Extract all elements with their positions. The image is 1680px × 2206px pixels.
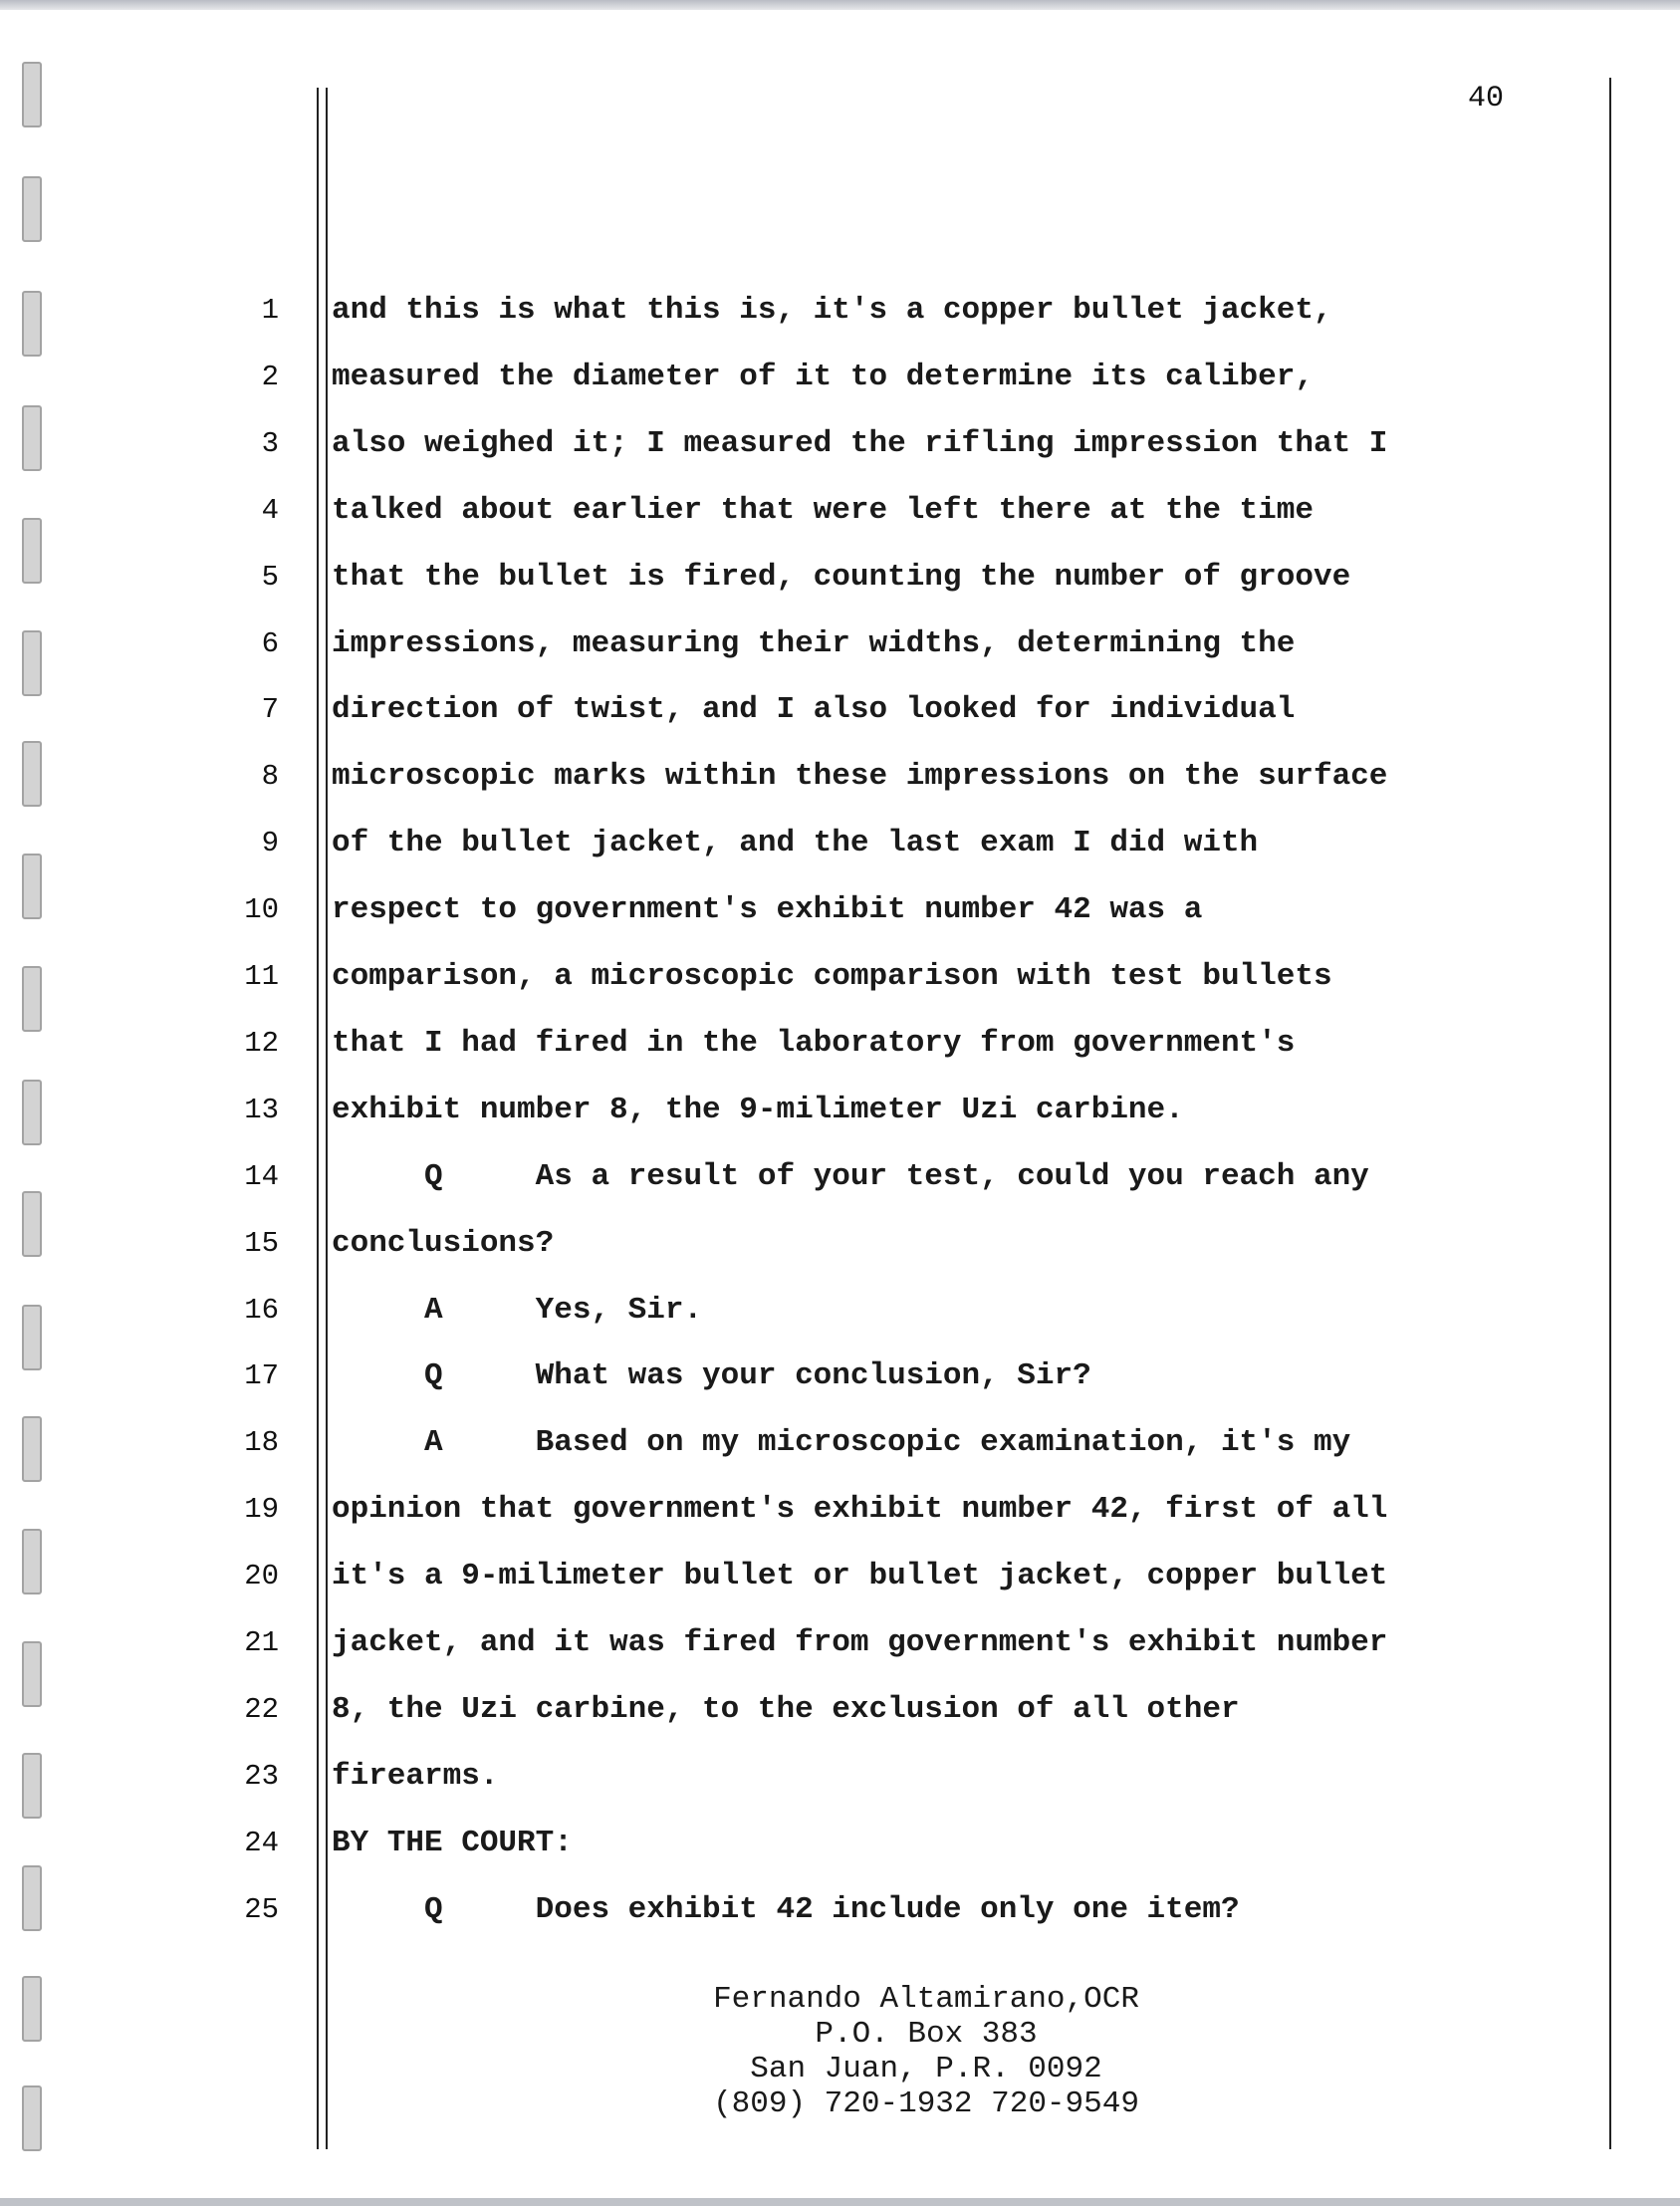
transcript-line: impressions, measuring their widths, determining the — [332, 626, 1296, 661]
line-number: 19 — [244, 1493, 279, 1526]
line-number: 4 — [261, 494, 279, 527]
line-number: 16 — [244, 1294, 279, 1327]
line-number: 21 — [244, 1626, 279, 1659]
binder-hole-icon — [22, 1305, 42, 1370]
line-number: 6 — [261, 627, 279, 660]
transcript-line: microscopic marks within these impressions on the surface — [332, 759, 1388, 794]
reporter-name: Fernando Altamirano,OCR — [713, 1982, 1139, 2017]
left-margin-rule — [326, 88, 328, 2149]
transcript-line: and this is what this is, it's a copper bullet jacket, — [332, 293, 1332, 328]
transcript-line: it's a 9-milimeter bullet or bullet jacket, copper bullet — [332, 1559, 1388, 1593]
line-number: 23 — [244, 1760, 279, 1793]
line-number: 5 — [261, 561, 279, 594]
line-number: 25 — [244, 1893, 279, 1926]
transcript-line: Q What was your conclusion, Sir? — [332, 1358, 1091, 1393]
reporter-address-line-2: San Juan, P.R. 0092 — [750, 2052, 1102, 2086]
line-number: 24 — [244, 1827, 279, 1859]
transcript-line: direction of twist, and I also looked for individual — [332, 692, 1296, 727]
transcript-line: also weighed it; I measured the rifling impression that I — [332, 426, 1388, 461]
line-number: 11 — [244, 960, 279, 993]
right-margin-rule — [1609, 78, 1611, 2149]
scan-edge-bottom — [0, 2198, 1680, 2206]
binder-hole-icon — [22, 1416, 42, 1482]
binder-hole-icon — [22, 62, 42, 127]
left-margin-rule — [317, 88, 319, 2149]
transcript-line: measured the diameter of it to determine its caliber, — [332, 360, 1314, 394]
transcript-line: A Yes, Sir. — [332, 1293, 703, 1328]
transcript-line: A Based on my microscopic examination, it's my — [332, 1425, 1351, 1460]
page-number: 40 — [1467, 82, 1504, 116]
transcript-line: conclusions? — [332, 1226, 555, 1261]
binder-hole-icon — [22, 1641, 42, 1707]
line-number: 2 — [261, 361, 279, 393]
line-number: 15 — [244, 1227, 279, 1260]
line-number: 20 — [244, 1560, 279, 1593]
binder-hole-icon — [22, 854, 42, 919]
transcript-line: respect to government's exhibit number 42 was a — [332, 892, 1203, 927]
scan-edge-top — [0, 0, 1680, 10]
transcript-line: firearms. — [332, 1759, 499, 1794]
transcript-line: exhibit number 8, the 9-milimeter Uzi carbine. — [332, 1093, 1184, 1127]
line-number: 22 — [244, 1693, 279, 1726]
line-number: 14 — [244, 1160, 279, 1193]
line-number: 10 — [244, 893, 279, 926]
reporter-footer — [578, 1982, 1275, 2121]
transcript-line: jacket, and it was fired from government's exhibit number — [332, 1625, 1388, 1660]
transcript-line: BY THE COURT: — [332, 1826, 573, 1860]
transcript-line: that the bullet is fired, counting the number of groove — [332, 560, 1351, 595]
binder-hole-icon — [22, 741, 42, 807]
binder-hole-icon — [22, 2085, 42, 2151]
binder-hole-icon — [22, 630, 42, 696]
binder-hole-icon — [22, 291, 42, 357]
transcript-line: of the bullet jacket, and the last exam I did with — [332, 826, 1259, 860]
reporter-address-line-1: P.O. Box 383 — [815, 2017, 1038, 2052]
transcript-line: comparison, a microscopic comparison with test bullets — [332, 959, 1332, 994]
binder-hole-icon — [22, 1080, 42, 1145]
transcript-line: opinion that government's exhibit number 42, first of all — [332, 1492, 1388, 1527]
line-number: 7 — [261, 693, 279, 726]
line-number: 12 — [244, 1027, 279, 1060]
line-number: 1 — [261, 294, 279, 327]
transcript-line: that I had fired in the laboratory from government's — [332, 1026, 1296, 1061]
reporter-phone: (809) 720-1932 720-9549 — [713, 2086, 1139, 2121]
line-number: 18 — [244, 1426, 279, 1459]
transcript-line: Q Does exhibit 42 include only one item? — [332, 1892, 1240, 1927]
binder-hole-icon — [22, 1753, 42, 1819]
binder-hole-icon — [22, 1529, 42, 1594]
transcript-line: 8, the Uzi carbine, to the exclusion of all other — [332, 1692, 1240, 1727]
line-number: 17 — [244, 1359, 279, 1392]
line-number: 9 — [261, 827, 279, 859]
binder-hole-icon — [22, 966, 42, 1032]
binder-hole-icon — [22, 518, 42, 584]
binder-hole-icon — [22, 1976, 42, 2042]
binder-hole-icon — [22, 1191, 42, 1257]
transcript-line: talked about earlier that were left there at the time — [332, 493, 1314, 528]
line-number: 3 — [261, 427, 279, 460]
transcript-line: Q As a result of your test, could you reach any — [332, 1159, 1369, 1194]
line-number: 13 — [244, 1094, 279, 1126]
binder-hole-icon — [22, 176, 42, 242]
line-number: 8 — [261, 760, 279, 793]
binder-hole-icon — [22, 405, 42, 471]
binder-hole-icon — [22, 1865, 42, 1931]
